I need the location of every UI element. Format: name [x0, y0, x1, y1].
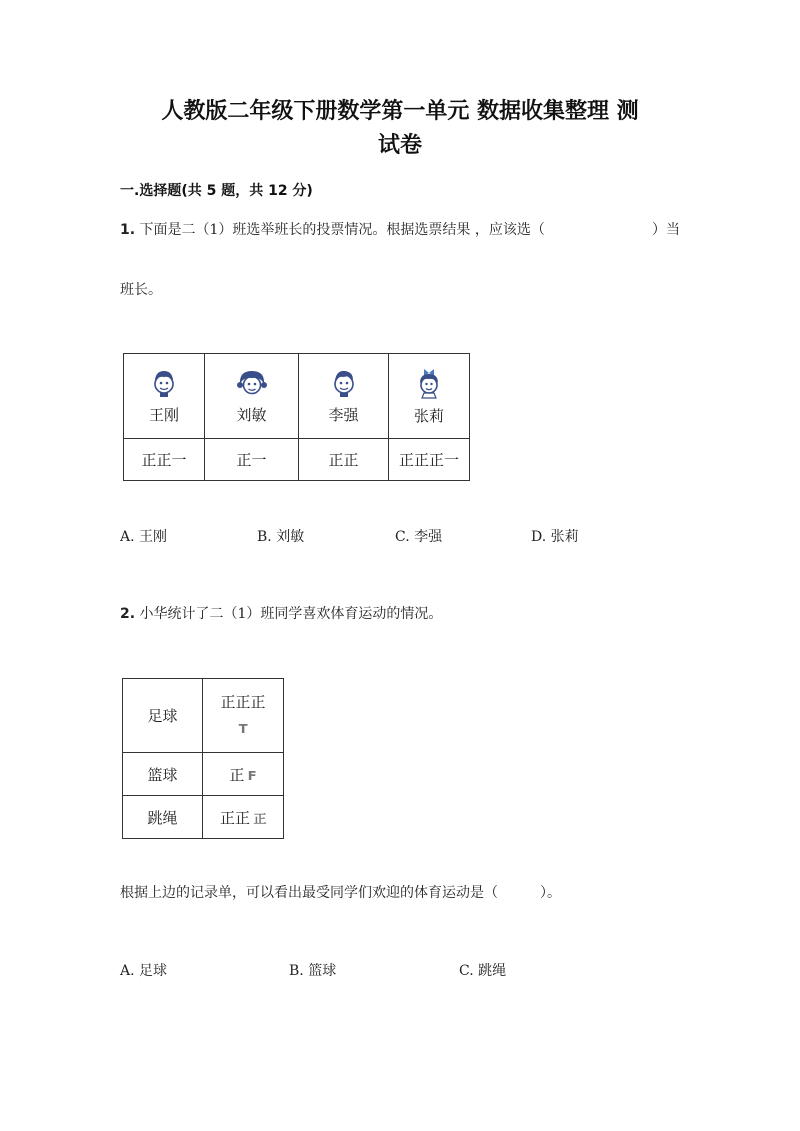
sport-name: 篮球 [123, 753, 203, 796]
sport-name: 跳绳 [123, 796, 203, 839]
question-1-text-cont: 班长。 [120, 282, 162, 298]
tally-marks: 正 [229, 765, 245, 784]
question-1-number: 1. [120, 222, 136, 238]
tally-cell: 正一 [205, 439, 299, 481]
sport-tally [203, 796, 284, 839]
question-2-text [120, 603, 442, 623]
tally-cell: 正正一 [124, 439, 205, 481]
sport-row [123, 753, 284, 796]
boy-face-icon [329, 368, 359, 398]
option-b[interactable]: B. 刘敏 [257, 529, 305, 545]
question-1-body: 下面是二（1）班选举班长的投票情况。根据选票结果 ，应该选（ [139, 222, 545, 238]
question-2-body: 小华统计了二（1）班同学喜欢体育运动的情况。 [139, 606, 443, 622]
candidate-name: 刘敏 [236, 405, 267, 424]
partial-tally: 正 [253, 811, 267, 826]
page-title [120, 95, 680, 163]
sport-tally [203, 753, 284, 796]
vote-table [123, 353, 470, 481]
candidate-name: 张莉 [413, 406, 444, 425]
sport-tally [203, 679, 284, 753]
option-c[interactable]: C. 跳绳 [459, 963, 507, 979]
question-1-text [120, 219, 680, 239]
tally-cell: 正正正一 [389, 439, 470, 481]
question-1-blank-end: ）当 [652, 222, 680, 238]
title-line-1: 人教版二年级下册数学第一单元 数据收集整理 测 [161, 99, 639, 124]
candidate-cell [124, 354, 205, 439]
girl-bow-face-icon [414, 367, 444, 399]
question-2-number: 2. [120, 606, 136, 622]
title-line-2: 试卷 [377, 133, 422, 158]
vote-table-tally-row [124, 439, 470, 481]
question-2-followup: 根据上边的记录单，可以看出最受同学们欢迎的体育运动是（ ）。 [120, 885, 561, 901]
candidate-cell [299, 354, 389, 439]
option-d[interactable]: D. 张莉 [531, 529, 579, 545]
option-a[interactable]: A. 王刚 [120, 529, 168, 545]
candidate-name: 王刚 [148, 405, 179, 424]
vote-table-header-row [124, 354, 470, 439]
option-b[interactable]: B. 篮球 [289, 963, 337, 979]
partial-tally: T [238, 722, 248, 736]
girl-face-icon [235, 368, 269, 398]
candidate-name: 李强 [328, 405, 359, 424]
tally-marks: 正正 [219, 808, 250, 827]
candidate-cell [205, 354, 299, 439]
sport-table [122, 678, 284, 839]
sport-row [123, 679, 284, 753]
option-c[interactable]: C. 李强 [395, 529, 443, 545]
sport-name: 足球 [123, 679, 203, 753]
boy-face-icon [149, 368, 179, 398]
candidate-cell [389, 354, 470, 439]
sport-row [123, 796, 284, 839]
partial-tally: F [247, 768, 258, 783]
section-heading: 一.选择题(共 5 题，共 12 分) [120, 183, 313, 199]
tally-cell: 正正 [299, 439, 389, 481]
option-a[interactable]: A. 足球 [120, 963, 168, 979]
tally-marks: 正正正 [220, 693, 266, 711]
